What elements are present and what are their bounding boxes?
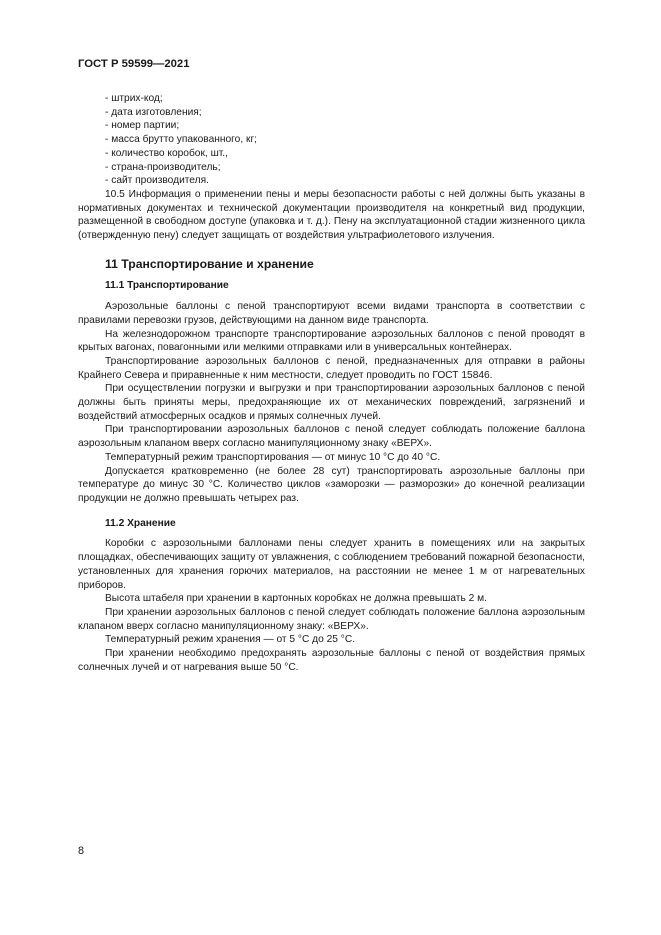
section-11-title: 11 Транспортирование и хранение (105, 256, 314, 271)
marking-list (78, 92, 585, 188)
paragraph: При осуществлении погрузки и выгрузки и при транспортировании аэрозольных баллонов с пеной должны быть приняты меры, предохраняющие их от механических повреждений, загрязнений и воздействий атмосферных осадков и прямых солнечных лучей. (78, 383, 585, 422)
paragraph: Транспортирование аэрозольных баллонов с пеной, предназначенных для отправки в районы Крайнего Севера и приравненные к ним местности, следует проводить по ГОСТ 15846. (78, 355, 585, 381)
paragraph: Температурный режим транспортирования — от минус 10 °С до 40 °С. (105, 451, 441, 463)
list-item: - количество коробок, шт., (105, 147, 228, 159)
list-item: - масса брутто упакованного, кг; (105, 134, 257, 146)
list-item: - номер партии; (105, 120, 180, 132)
page-number: 8 (78, 845, 85, 857)
paragraph: Коробки с аэрозольными баллонами пены следует хранить в помещениях или на закрытых площадках, обеспечивающих защиту от увлажнения, с соблюдением требований пожарной безопасности, установленных для хранения горючих материалов, на расстоянии не менее 1 м от нагревательных приборов. (78, 538, 585, 591)
paragraph: Аэрозольные баллоны с пеной транспортируют всеми видами транспорта в соответствии с правилами перевозки грузов, действующими на данном виде транспорта. (78, 301, 585, 326)
paragraph-10-5: 10.5 Информация о применении пены и меры безопасности работы с ней должны быть указаны в нормативных документах и технической документации производителя на конкретный вид продукции, размещенной в свободном доступе (упаковка и т. д.). Пену на эксплуатационной стадии жизненного цикла (отвержденную пену) следует защищать от воздействия ультрафиолетового излучения. (78, 188, 585, 242)
subsection-11-1-title: 11.1 Транспортирование (105, 280, 229, 292)
list-item: - штрих-код; (105, 93, 163, 104)
list-item: - сайт производителя. (105, 175, 209, 187)
list-item: - страна-производитель; (105, 161, 221, 173)
paragraph: На железнодорожном транспорте транспортирование аэрозольных баллонов с пеной проводят в крытых вагонах, повагонными или мелкими отправками или в универсальных контейнерах. (78, 328, 585, 354)
subsection-11-2-title: 11.2 Хранение (105, 517, 176, 529)
paragraph: При транспортировании аэрозольных баллонов с пеной следует соблюдать положение баллона аэрозольным клапаном вверх согласно манипуляционному знаку «ВЕРХ». (78, 424, 585, 450)
list-item: - дата изготовления; (105, 106, 202, 118)
paragraph: Температурный режим хранения — от 5 °С до 25 °С. (105, 634, 356, 646)
paragraph: При хранении необходимо предохранять аэрозольные баллоны с пеной от воздействия прямых солнечных лучей и от нагревания выше 50 °С. (78, 648, 585, 673)
document-header: ГОСТ Р 59599—2021 (78, 58, 190, 70)
paragraph: Допускается кратковременно (не более 28 сут) транспортировать аэрозольные баллоны при температуре до минус 30 °С. Количество циклов «заморозки — разморозки» до конечной реализации продукции не должно превышать четырех раз. (78, 465, 585, 504)
paragraph: Высота штабеля при хранении в картонных коробках не должна превышать 2 м. (105, 593, 487, 605)
paragraph: При хранении аэрозольных баллонов с пеной следует соблюдать положение баллона аэрозольным клапаном вверх согласно манипуляционному знаку: «ВЕРХ». (78, 606, 585, 632)
page-content (78, 92, 585, 674)
